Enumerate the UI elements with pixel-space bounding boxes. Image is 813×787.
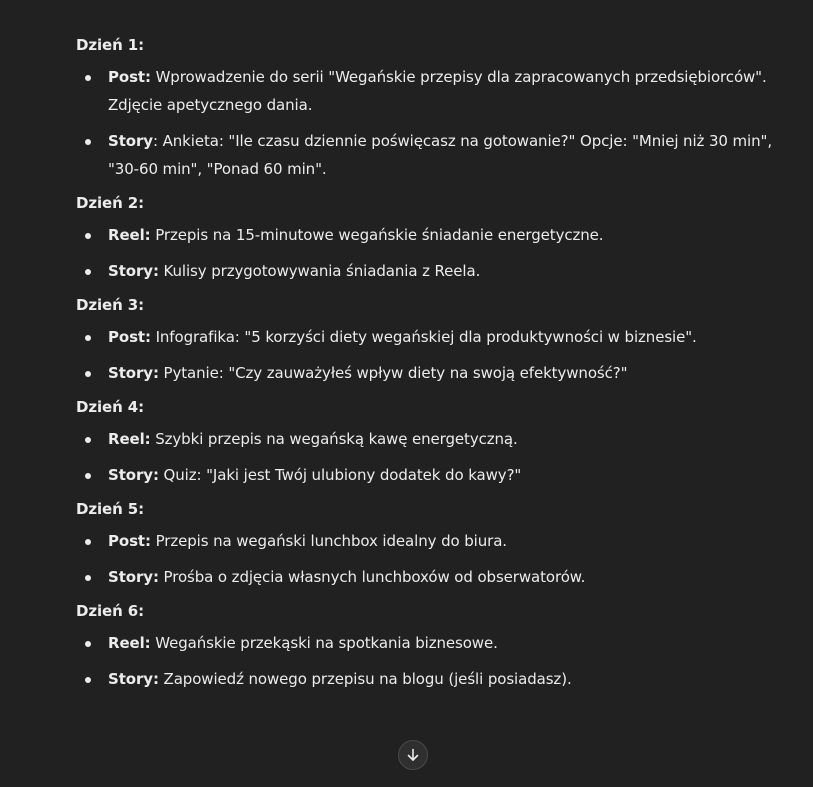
item-text: Kulisy przygotowywania śniadania z Reela. (158, 262, 481, 280)
list-item (76, 527, 788, 555)
item-text: Zapowiedź nowego przepisu na blogu (jeśli posiadasz). (158, 670, 572, 688)
day-section (76, 35, 788, 183)
scroll-to-bottom-button[interactable] (398, 740, 428, 770)
item-label: Story: (108, 262, 159, 280)
item-label: Post: (108, 68, 151, 86)
item-label: Story (108, 132, 153, 150)
list-item (76, 63, 788, 119)
item-label: Reel: (108, 430, 151, 448)
arrow-down-icon (406, 748, 420, 762)
list-item (76, 127, 788, 183)
day-item-list (76, 425, 788, 489)
item-text: Przepis na wegański lunchbox idealny do biura. (150, 532, 507, 550)
item-text: Przepis na 15-minutowe wegańskie śniadanie energetyczne. (150, 226, 604, 244)
item-label: Story: (108, 364, 159, 382)
item-text: Wprowadzenie do serii "Wegańskie przepisy dla zapracowanych przedsiębiorców". Zdjęcie apetycznego dania. (108, 68, 767, 114)
list-item (76, 425, 788, 453)
list-item (76, 323, 788, 351)
list-item (76, 221, 788, 249)
list-item (76, 461, 788, 489)
day-section (76, 397, 788, 489)
list-item (76, 257, 788, 285)
item-text: : Ankieta: "Ile czasu dziennie poświęcasz na gotowanie?" Opcje: "Mniej niż 30 min", "30-60 min", "Ponad 60 min". (108, 132, 772, 178)
day-heading: Dzień 3: (76, 296, 145, 314)
item-text: Quiz: "Jaki jest Twój ulubiony dodatek do kawy?" (158, 466, 522, 484)
day-heading: Dzień 1: (76, 36, 145, 54)
day-heading: Dzień 5: (76, 500, 145, 518)
item-text: Infografika: "5 korzyści diety wegańskiej dla produktywności w biznesie". (150, 328, 697, 346)
day-heading: Dzień 4: (76, 398, 145, 416)
item-label: Reel: (108, 226, 151, 244)
day-section (76, 193, 788, 285)
item-label: Story: (108, 466, 159, 484)
day-item-list (76, 221, 788, 285)
chat-message-content (76, 26, 788, 701)
item-text: Prośba o zdjęcia własnych lunchboxów od obserwatorów. (158, 568, 586, 586)
list-item (76, 359, 788, 387)
item-text: Szybki przepis na wegańską kawę energetyczną. (150, 430, 518, 448)
day-section (76, 295, 788, 387)
day-item-list (76, 629, 788, 693)
item-label: Reel: (108, 634, 151, 652)
item-label: Story: (108, 568, 159, 586)
day-heading: Dzień 2: (76, 194, 145, 212)
item-label: Post: (108, 328, 151, 346)
day-heading: Dzień 6: (76, 602, 145, 620)
day-section (76, 499, 788, 591)
day-item-list (76, 527, 788, 591)
day-section (76, 601, 788, 693)
item-label: Story: (108, 670, 159, 688)
item-text: Wegańskie przekąski na spotkania biznesowe. (150, 634, 498, 652)
day-item-list (76, 323, 788, 387)
list-item (76, 629, 788, 657)
list-item (76, 563, 788, 591)
day-item-list (76, 63, 788, 183)
item-text: Pytanie: "Czy zauważyłeś wpływ diety na swoją efektywność?" (158, 364, 628, 382)
list-item (76, 665, 788, 693)
item-label: Post: (108, 532, 151, 550)
